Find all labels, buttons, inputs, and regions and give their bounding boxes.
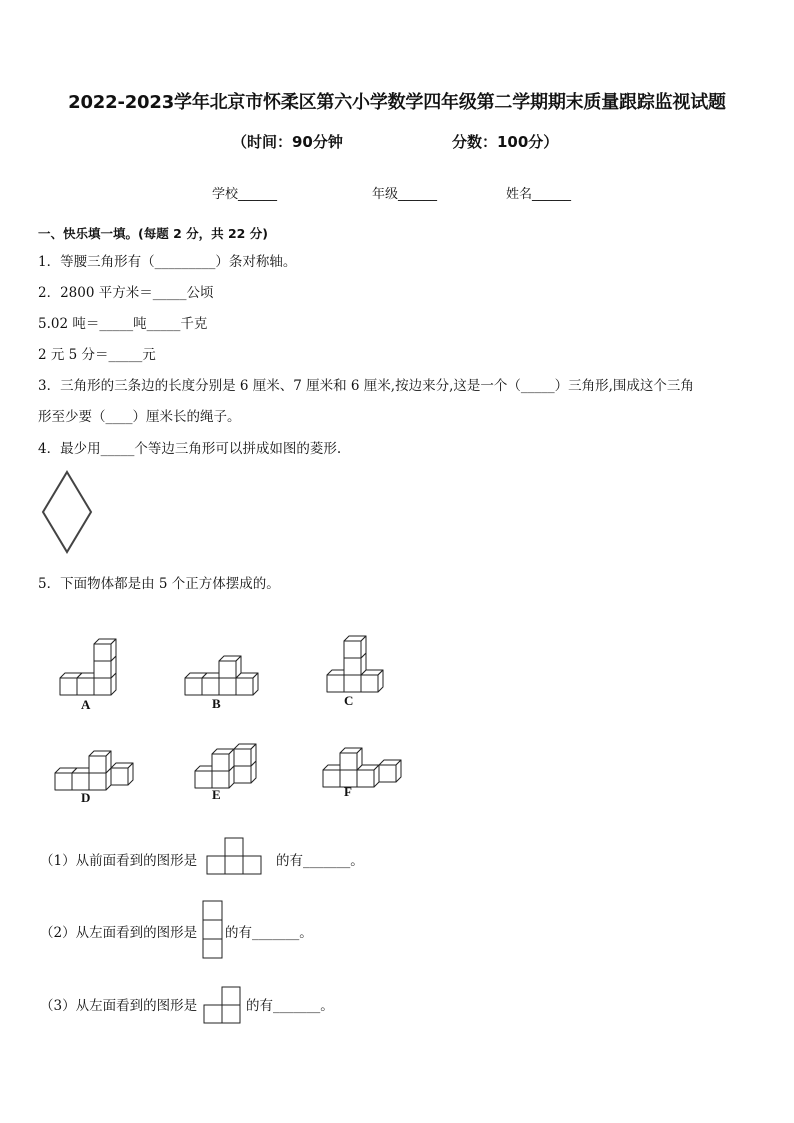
sub-question-3: （3）从左面看到的图形是 bbox=[40, 998, 198, 1014]
school-field: 学校______ bbox=[212, 187, 278, 202]
question-2b: 5.02 吨＝_____吨_____千克 bbox=[38, 316, 208, 332]
cube-figure-c bbox=[322, 622, 397, 697]
exam-time: （时间：90分钟 bbox=[232, 133, 343, 151]
rhombus-figure bbox=[38, 468, 98, 558]
sub-question-1-answer: 的有_______。 bbox=[276, 853, 364, 869]
exam-score: 分数：100分） bbox=[452, 133, 559, 151]
sub-question-2-answer: 的有_______。 bbox=[225, 925, 313, 941]
figure-label-f: F bbox=[344, 784, 352, 799]
name-field: 姓名______ bbox=[506, 187, 572, 202]
page-title: 2022-2023学年北京市怀柔区第六小学数学四年级第二学期期末质量跟踪监视试题 bbox=[68, 92, 726, 113]
question-2c: 2 元 5 分＝_____元 bbox=[38, 347, 156, 363]
left-view-figure-1 bbox=[202, 900, 226, 960]
left-view-figure-2 bbox=[203, 986, 245, 1026]
sub-question-2: （2）从左面看到的图形是 bbox=[40, 925, 198, 941]
sub-question-1: （1）从前面看到的图形是 bbox=[40, 853, 198, 869]
question-3b: 形至少要（____）厘米长的绳子。 bbox=[38, 409, 241, 425]
figure-label-e: E bbox=[212, 787, 221, 802]
cube-figure-e bbox=[190, 728, 260, 793]
figure-label-a: A bbox=[81, 697, 91, 712]
cube-figure-b bbox=[180, 643, 275, 698]
question-5: 5．下面物体都是由 5 个正方体摆成的。 bbox=[38, 576, 280, 592]
figure-label-c: C bbox=[344, 693, 354, 708]
figure-label-d: D bbox=[81, 790, 91, 805]
question-1: 1．等腰三角形有（_________）条对称轴。 bbox=[38, 254, 297, 270]
cube-figure-f bbox=[318, 732, 403, 792]
figure-label-b: B bbox=[212, 696, 221, 711]
question-4: 4．最少用_____个等边三角形可以拼成如图的菱形. bbox=[38, 441, 342, 457]
question-3a: 3．三角形的三条边的长度分别是 6 厘米、7 厘米和 6 厘米,按边来分,这是一个（_____）三角形,围成这个三角 bbox=[38, 378, 694, 394]
cube-figure-d bbox=[50, 735, 135, 795]
grade-field: 年级______ bbox=[372, 187, 438, 202]
section-heading: 一、快乐填一填。(每题 2 分，共 22 分) bbox=[38, 226, 268, 241]
sub-question-3-answer: 的有_______。 bbox=[246, 998, 334, 1014]
front-view-figure bbox=[206, 837, 264, 877]
cube-figure-a bbox=[55, 625, 135, 700]
question-2a: 2．2800 平方米＝_____公顷 bbox=[38, 285, 214, 301]
